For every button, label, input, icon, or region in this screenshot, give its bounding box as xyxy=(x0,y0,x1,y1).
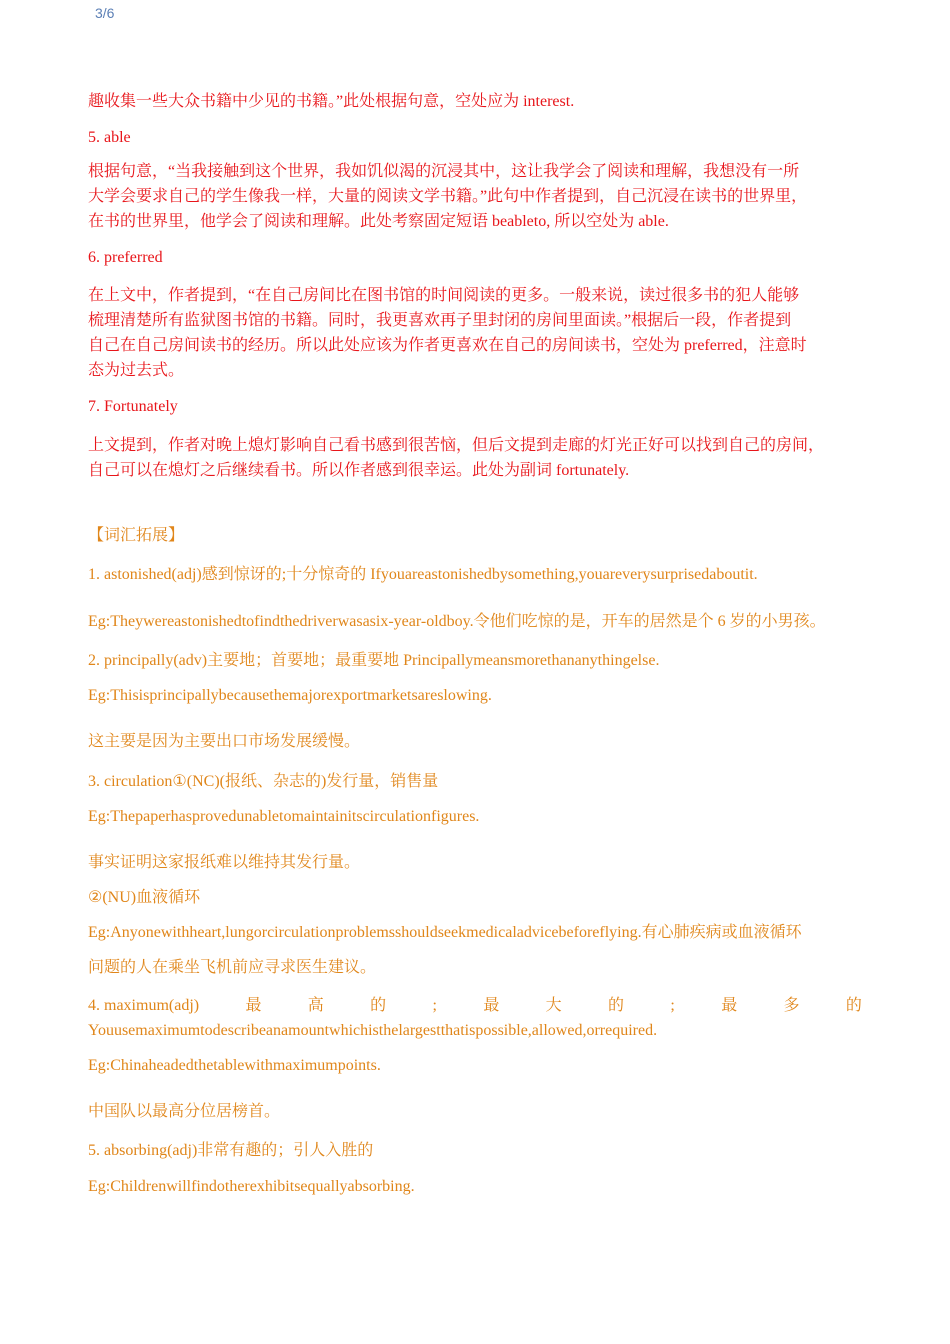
vocab-3-example-2-continued: 问题的人在乘坐飞机前应寻求医生建议。 xyxy=(88,959,377,976)
answer-intro-tail: 趣收集一些大众书籍中少见的书籍。”此处根据句意，空处应为 interest. xyxy=(88,93,575,110)
answer-6-head: 6. preferred xyxy=(88,249,163,266)
vocab-heading: 【词汇拓展】 xyxy=(88,527,185,544)
vocab-4-definition-english: Youusemaximumtodescribeanamountwhichisthelargestthatispossible,allowed,orrequired. xyxy=(88,1022,658,1039)
vocab-2-translation: 这主要是因为主要出口市场发展缓慢。 xyxy=(88,733,361,750)
answer-5-head: 5. able xyxy=(88,129,131,146)
answer-5-explanation: 根据句意，“当我接触到这个世界，我如饥似渴的沉浸其中，这让我学会了阅读和理解，我想没有一所 大学会要求自己的学生像我一样，大量的阅读文学书籍。”此句中作者提到，自己沉浸在读书的世界里， 在书的世界里，他学会了阅读和理解。此处考察固定短语 beableto, 所以空处为 able. xyxy=(88,163,808,230)
vocab-5-definition: 5. absorbing(adj)非常有趣的；引人入胜的 xyxy=(88,1142,374,1159)
vocab-4-definition xyxy=(88,993,874,1043)
vocab-3-example: Eg:Thepaperhasprovedunabletomaintainitscirculationfigures. xyxy=(88,808,480,825)
vocab-1-example: Eg:Theywereastonishedtofindthedriverwasasix-year-oldboy.令他们吃惊的是，开车的居然是个 6 岁的小男孩。 xyxy=(88,613,826,630)
vocab-5-example: Eg:Childrenwillfindotherexhibitsequallyabsorbing. xyxy=(88,1178,415,1195)
vocab-2-example: Eg:Thisisprincipallybecausethemajorexportmarketsareslowing. xyxy=(88,687,492,704)
vocab-3-definition: 3. circulation①(NC)(报纸、杂志的)发行量，销售量 xyxy=(88,773,439,790)
answer-6-explanation: 在上文中，作者提到，“在自己房间比在图书馆的时间阅读的更多。一般来说，读过很多书的犯人能够 梳理清楚所有监狱图书馆的书籍。同时，我更喜欢再子里封闭的房间里面读。”根据后一段，作者提到 自己在自己房间读书的经历。所以此处应该为作者更喜欢在自己的房间读书，空处为 preferred，注意时 态为过去式。 xyxy=(88,287,807,379)
vocab-3-definition-2: ②(NU)血液循环 xyxy=(88,889,201,906)
vocab-2-definition: 2. principally(adv)主要地；首要地；最重要地 Principallymeansmorethananythingelse. xyxy=(88,652,660,669)
vocab-3-translation: 事实证明这家报纸难以维持其发行量。 xyxy=(88,854,361,871)
vocab-4-headword-line: 4. maximum(adj) 最 高 的 ; 最 大 的 ; 最 多 的 xyxy=(88,997,862,1014)
page-number: 3/6 xyxy=(95,5,115,21)
vocab-1-definition: 1. astonished(adj)感到惊讶的;十分惊奇的 Ifyouareastonishedbysomething,youareverysurprisedaboutit. xyxy=(88,566,758,583)
vocab-4-translation: 中国队以最高分位居榜首。 xyxy=(88,1103,281,1120)
answer-7-explanation: 上文提到，作者对晚上熄灯影响自己看书感到很苦恼，但后文提到走廊的灯光正好可以找到自己的房间， 自己可以在熄灯之后继续看书。所以作者感到很幸运。此处为副词 fortunately. xyxy=(88,437,825,479)
vocab-3-example-2: Eg:Anyonewithheart,lungorcirculationproblemsshouldseekmedicaladvicebeforeflying.有心肺疾病或血液循环 xyxy=(88,924,802,941)
answer-7-head: 7. Fortunately xyxy=(88,398,178,415)
vocab-4-example: Eg:Chinaheadedthetablewithmaximumpoints. xyxy=(88,1057,381,1074)
